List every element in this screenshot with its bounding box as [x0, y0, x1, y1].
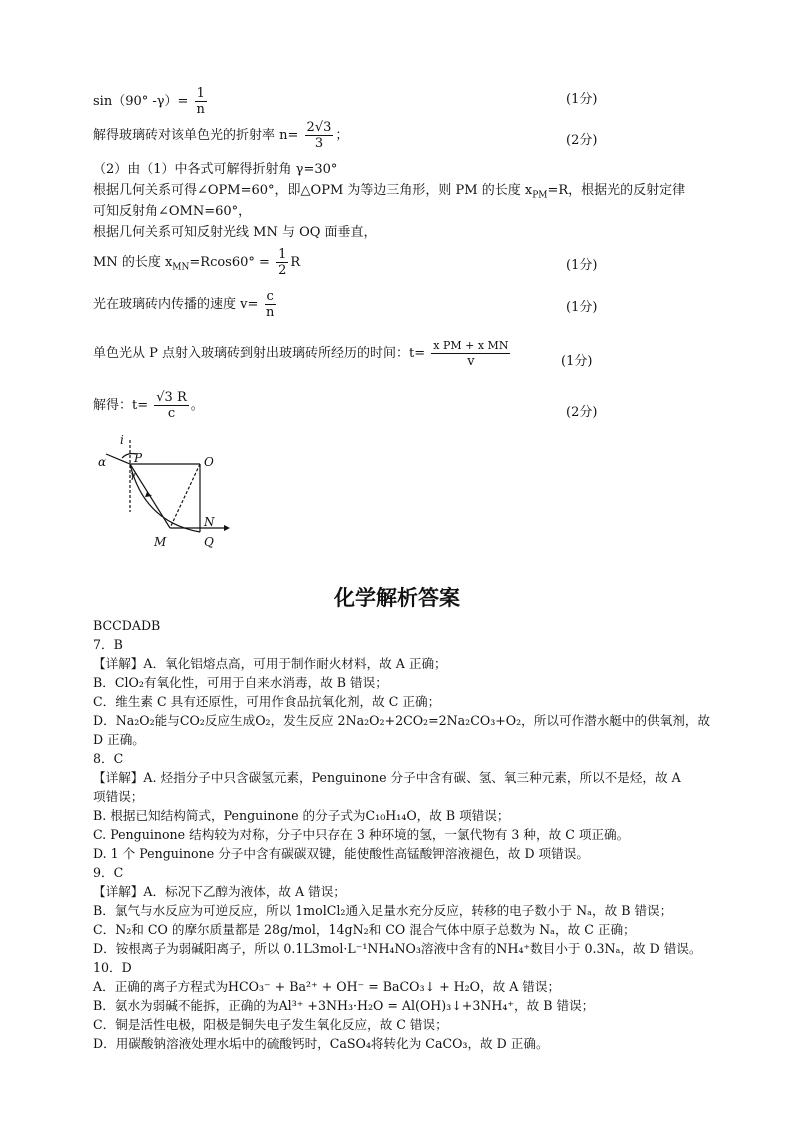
- question-number: 10．D: [93, 960, 132, 975]
- radius-dash: [170, 464, 200, 528]
- label-p: P: [134, 451, 143, 465]
- points-label: (1分): [561, 354, 593, 369]
- text-line: 根据几何关系可得∠OPM=60°，即△OPM 为等边三角形，则 PM 的长度 $x_{PM}=R$，根据光的反射定律: [93, 183, 686, 201]
- explanation-line: B. 根据已知结构简式，Penguinone 的分子式为C₁₀H₁₄O，故 B 项错误；: [93, 808, 510, 823]
- question-number: 9．C: [93, 865, 124, 880]
- incident-ray: [106, 454, 130, 464]
- answer-key: BCCDADB: [93, 618, 161, 633]
- explanation-line: D 正确。: [93, 732, 145, 747]
- explanation-line: D．铵根离子为弱碱阳离子，所以 0.1L3mol·L⁻¹NH₄NO₃溶液中含有的NH₄⁺数目小于 0.3Nₐ，故 D 错误。: [93, 941, 702, 956]
- explanation-line: 【详解】A. 烃指分子中只含碳氢元素，Penguinone 分子中含有碳、氢、氧三种元素，所以不是烃，故 A: [93, 770, 681, 785]
- points-label: (2分): [566, 133, 598, 148]
- question-number: 8．C: [93, 751, 124, 766]
- explanation-line: 【详解】A．标况下乙醇为液体，故 A 错误；: [93, 884, 346, 899]
- explanation-line: B．氯气与水反应为可逆反应，所以 1molCl₂通入足量水充分反应，转移的电子数小于 Nₐ，故 B 错误；: [93, 903, 673, 918]
- explanation-line: B．氨水为弱碱不能拆，正确的为Al³⁺ +3NH₃·H₂O = Al(OH)₃↓+3NH₄⁺，故 B 错误；: [93, 998, 595, 1013]
- label-m: M: [154, 535, 167, 549]
- points-label: (1分): [566, 92, 598, 107]
- explanation-line: C．维生素 C 具有还原性，可用作食品抗氧化剂，故 C 正确；: [93, 694, 441, 709]
- eq-sin: sin（90° -γ）= $\frac{1}{n}$: [93, 86, 205, 117]
- explanation-line: C. Penguinone 结构较为对称，分子中只存在 3 种环境的氢，一氯代物有 3 种，故 C 项正确。: [93, 827, 630, 842]
- explanation-line: C．铜是活性电极，阳极是铜失电子发生氧化反应，故 C 错误；: [93, 1017, 448, 1032]
- explanation-line: A．正确的离子方程式为HCO₃⁻ + Ba²⁺ + OH⁻ = BaCO₃↓ + H₂O，故 A 错误；: [93, 979, 561, 994]
- question-number: 7．B: [93, 637, 123, 652]
- explanation-line: 项错误；: [93, 789, 144, 804]
- label-q: Q: [204, 535, 214, 549]
- mn-length-line: MN 的长度 $x_{MN}=Rcos60^\circ$ = $\frac{1}{2}$ R: [93, 247, 301, 278]
- arc-edge: [130, 464, 200, 532]
- text-line: （2）由（1）中各式可解得折射角 γ=30°: [93, 162, 338, 177]
- explanation-line: D．Na₂O₂能与CO₂反应生成O₂，发生反应 2Na₂O₂+2CO₂=2Na₂CO₃+O₂，所以可作潜水艇中的供氧剂，故: [93, 713, 711, 728]
- label-o: O: [204, 455, 214, 469]
- label-gamma: γ: [130, 471, 136, 481]
- explanation-line: C．N₂和 CO 的摩尔质量都是 28g/mol，14gN₂和 CO 混合气体中原子总数为 Nₐ，故 C 正确；: [93, 922, 636, 937]
- points-label: (1分): [566, 300, 598, 315]
- section-title: 化学解析答案: [334, 586, 460, 610]
- time-line: 单色光从 P 点射入玻璃砖到射出玻璃砖所经历的时间：t= $\frac{\text{x PM + x MN}}{v}$: [93, 339, 509, 369]
- explanation-line: D．用碳酸钠溶液处理水垢中的硫酸钙时，CaSO₄将转化为 CaCO₃，故 D 正确。: [93, 1036, 549, 1051]
- label-n: N: [204, 515, 215, 529]
- label-alpha: α: [98, 455, 107, 469]
- explanation-line: D. 1 个 Penguinone 分子中含有碳碳双键，能使酸性高锰酸钾溶液褪色，故 D 项错误。: [93, 846, 589, 861]
- result-line: 解得：t= $\frac{√3 R}{c}$ 。: [93, 390, 204, 421]
- label-i: i: [120, 433, 124, 447]
- speed-line: 光在玻璃砖内传播的速度 v= $\frac{c}{n}$: [93, 289, 275, 320]
- refractive-index-line: 解得玻璃砖对该单色光的折射率 n= $\frac{2√3}{3}$ ；: [93, 120, 349, 151]
- points-label: (1分): [566, 258, 598, 273]
- explanation-line: B．ClO₂有氧化性，可用于自来水消毒，故 B 错误；: [93, 675, 388, 690]
- points-label: (2分): [566, 405, 598, 420]
- text-line: 根据几何关系可知反射光线 MN 与 OQ 面垂直，: [93, 225, 377, 240]
- explanation-line: 【详解】A．氧化铝熔点高，可用于制作耐火材料，故 A 正确；: [93, 656, 447, 671]
- text-line: 可知反射角∠OMN=60°，: [93, 204, 252, 219]
- optics-diagram: [92, 432, 232, 554]
